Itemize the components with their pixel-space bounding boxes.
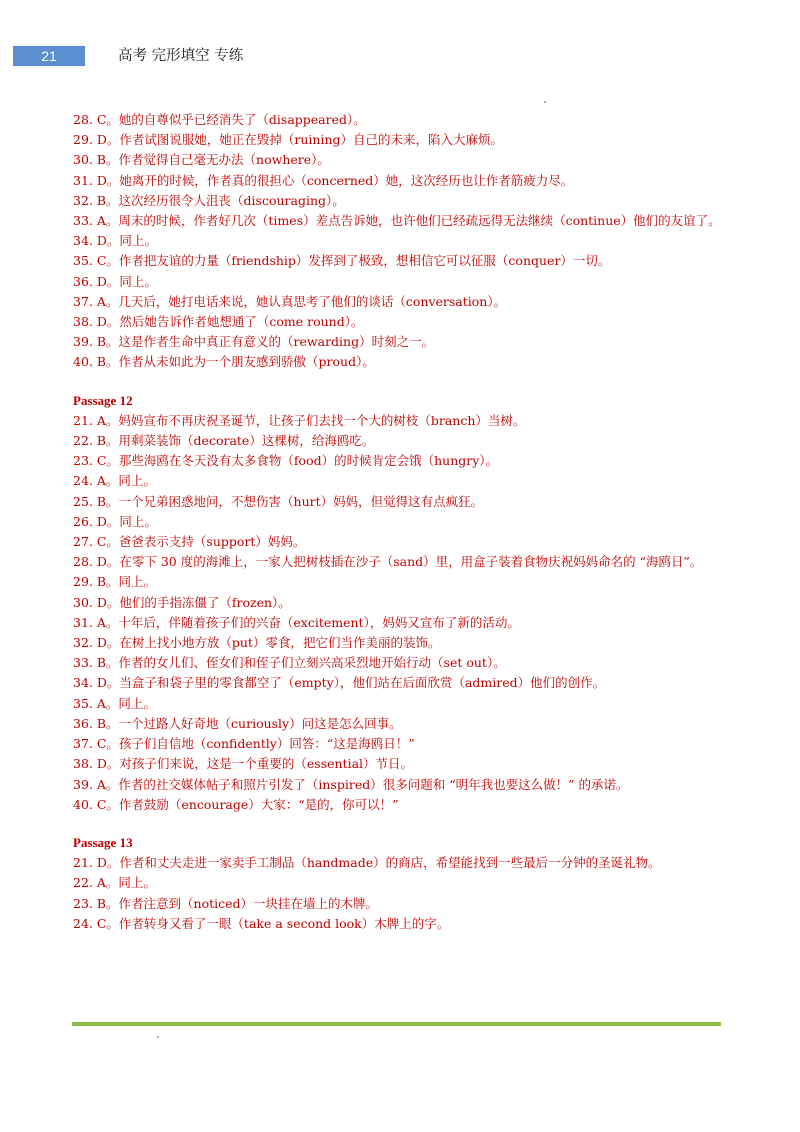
answer-line: 21. A。妈妈宣布不再庆祝圣诞节，让孩子们去找一个大的树枝（branch）当树。 — [73, 412, 526, 428]
answer-line: 40. B。作者从未如此为一个朋友感到骄傲（proud）。 — [73, 354, 375, 370]
answer-line: 27. C。爸爸表示支持（support）妈妈。 — [73, 534, 306, 550]
answer-line: 23. B。作者注意到（noticed）一块挂在墙上的木牌。 — [73, 895, 379, 911]
answer-line: 24. C。作者转身又看了一眼（take a second look）木牌上的字。 — [73, 915, 450, 931]
answer-line: 22. B。用剩菜装饰（decorate）这棵树，给海鸥吃。 — [73, 433, 375, 449]
answer-line: 35. C。作者把友谊的力量（friendship）发挥到了极致，想相信它可以征服（conquer）一切。 — [73, 253, 611, 269]
answer-line: 30. B。作者觉得自己毫无办法（nowhere）。 — [73, 152, 330, 168]
answer-line: 31. D。她离开的时候，作者真的很担心（concerned）她，这次经历也让作者筋疲力尽。 — [73, 172, 574, 188]
answer-line: 33. B。作者的女儿们、侄女们和侄子们立刻兴高采烈地开始行动（set out）。 — [73, 655, 506, 671]
answer-line: 36. D。同上。 — [73, 273, 157, 289]
page-number-badge: 21 — [13, 46, 85, 66]
answer-line: 37. C。孩子们自信地（confidently）回答：“这是海鸥日！” — [73, 736, 415, 752]
answer-line: 32. D。在树上找小地方放（put）零食，把它们当作美丽的装饰。 — [73, 635, 441, 651]
answer-line: 37. A。几天后，她打电话来说，她认真思考了他们的谈话（conversation）。 — [73, 293, 507, 309]
answer-line: 21. D。作者和丈夫走进一家卖手工制品（handmade）的商店，希望能找到一些最后一分钟的圣诞礼物。 — [73, 855, 661, 871]
answer-line: 29. B。同上。 — [73, 574, 157, 590]
answer-line: 38. D。然后她告诉作者她想通了（come round）。 — [73, 314, 364, 330]
answer-line: 38. D。对孩子们来说，这是一个重要的（essential）节日。 — [73, 756, 414, 772]
answer-line: 28. C。她的自尊似乎已经消失了（disappeared）。 — [73, 112, 366, 127]
answer-line: 39. B。这是作者生命中真正有意义的（rewarding）时刻之一。 — [73, 334, 435, 350]
answer-line: 30. D。他们的手指冻僵了（frozen）。 — [73, 594, 291, 610]
answer-line: 25. B。一个兄弟困惑地问，不想伤害（hurt）妈妈，但觉得这有点疯狂。 — [73, 493, 484, 509]
footer-rule — [72, 1022, 721, 1026]
decorative-dot — [544, 101, 546, 103]
decorative-dot — [157, 1036, 159, 1038]
answer-line: 32. B。这次经历很令人沮丧（discouraging）。 — [73, 192, 345, 208]
answer-line: 31. A。十年后，伴随着孩子们的兴奋（excitement），妈妈又宣布了新的活动。 — [73, 614, 520, 630]
answer-line: 24. A。同上。 — [73, 473, 156, 489]
answer-line: 35. A。同上。 — [73, 695, 156, 711]
answer-line: 23. C。那些海鸥在冬天没有太多食物（food）的时候肯定会饿（hungry）。 — [73, 453, 499, 469]
passage-12-section — [73, 391, 733, 815]
answer-line: 29. D。作者试图说服她，她正在毁掉（ruining）自己的未来，陷入大麻烦。 — [73, 132, 504, 148]
previous-passage-answers — [73, 110, 733, 373]
page-header-title: 高考 完形填空 专练 — [118, 48, 244, 64]
passage-13-section — [73, 833, 733, 934]
answer-line: 36. B。一个过路人好奇地（curiously）问这是怎么回事。 — [73, 715, 402, 731]
answer-line: 34. D。当盒子和袋子里的零食都空了（empty），他们站在后面欣赏（admired）他们的创作。 — [73, 675, 606, 691]
answer-line: 28. D。在零下 30 度的海滩上，一家人把树枝插在沙子（sand）里，用盒子装着食物庆祝妈妈命名的 “海鸥日”。 — [73, 554, 703, 570]
answer-content — [73, 110, 733, 934]
answer-line: 33. A。周末的时候，作者好几次（times）差点告诉她，也许他们已经疏远得无法继续（continue）他们的友谊了。 — [73, 213, 721, 229]
answer-line: 40. C。作者鼓励（encourage）大家：“是的，你可以！” — [73, 796, 399, 812]
passage-12-title: Passage 12 — [73, 392, 133, 408]
answer-line: 39. A。作者的社交媒体帖子和照片引发了（inspired）很多问题和 “明年我也要这么做！” 的承诺。 — [73, 776, 629, 792]
passage-13-title: Passage 13 — [73, 834, 133, 850]
answer-line: 34. D。同上。 — [73, 233, 157, 249]
answer-line: 22. A。同上。 — [73, 875, 156, 891]
answer-line: 26. D。同上。 — [73, 513, 157, 529]
